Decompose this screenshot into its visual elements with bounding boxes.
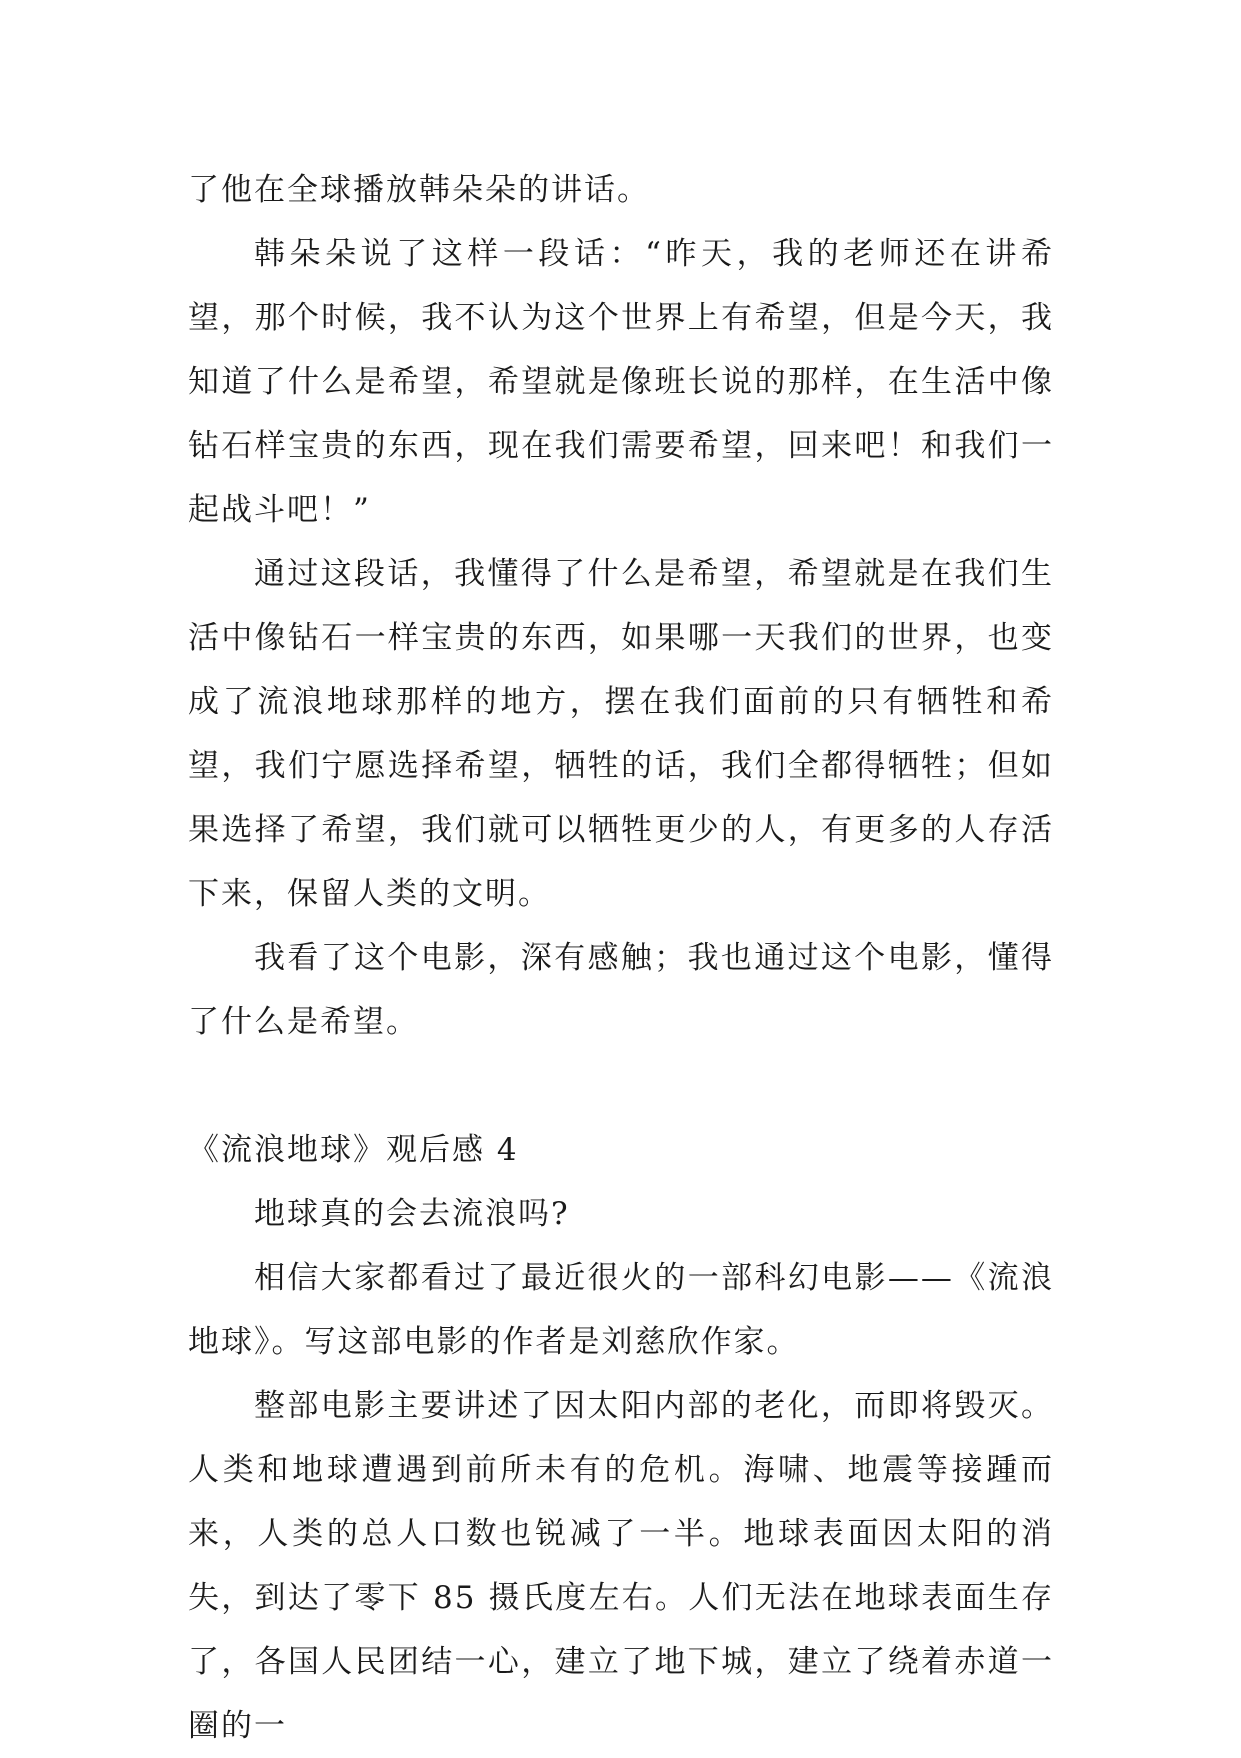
paragraph-quote: 韩朵朵说了这样一段话：“昨天，我的老师还在讲希望，那个时候，我不认为这个世界上有希望，但是今天，我知道了什么是希望，希望就是像班长说的那样，在生活中像钻石样宝贵的东西，现在我们需要希望，回来吧！和我们一起战斗吧！” [188, 236, 1054, 528]
paragraph-plot: 整部电影主要讲述了因太阳内部的老化，而即将毁灭。人类和地球遭遇到前所未有的危机。海啸、地震等接踵而来，人类的总人口数也锐减了一半。地球表面因太阳的消失，到达了零下 85 摄氏度左右。人们无法在地球表面生存了，各国人民团结一心，建立了地下城，建立了绕着赤道一圈的一 [188, 1388, 1054, 1744]
section-title: 《流浪地球》观后感 4 [188, 1132, 519, 1168]
paragraph-intro: 相信大家都看过了最近很火的一部科幻电影——《流浪地球》。写这部电影的作者是刘慈欣作家。 [188, 1260, 1054, 1360]
paragraph-continuation: 了他在全球播放韩朵朵的讲话。 [188, 172, 650, 208]
body-text [188, 158, 1054, 1758]
paragraph-conclusion: 我看了这个电影，深有感触；我也通过这个电影，懂得了什么是希望。 [188, 940, 1054, 1040]
paragraph-question: 地球真的会去流浪吗? [254, 1196, 570, 1232]
paragraph-reflection: 通过这段话，我懂得了什么是希望，希望就是在我们生活中像钻石一样宝贵的东西，如果哪一天我们的世界，也变成了流浪地球那样的地方，摆在我们面前的只有牺牲和希望，我们宁愿选择希望，牺牲的话，我们全都得牺牲；但如果选择了希望，我们就可以牺牲更少的人，有更多的人存活下来，保留人类的文明。 [188, 556, 1054, 912]
